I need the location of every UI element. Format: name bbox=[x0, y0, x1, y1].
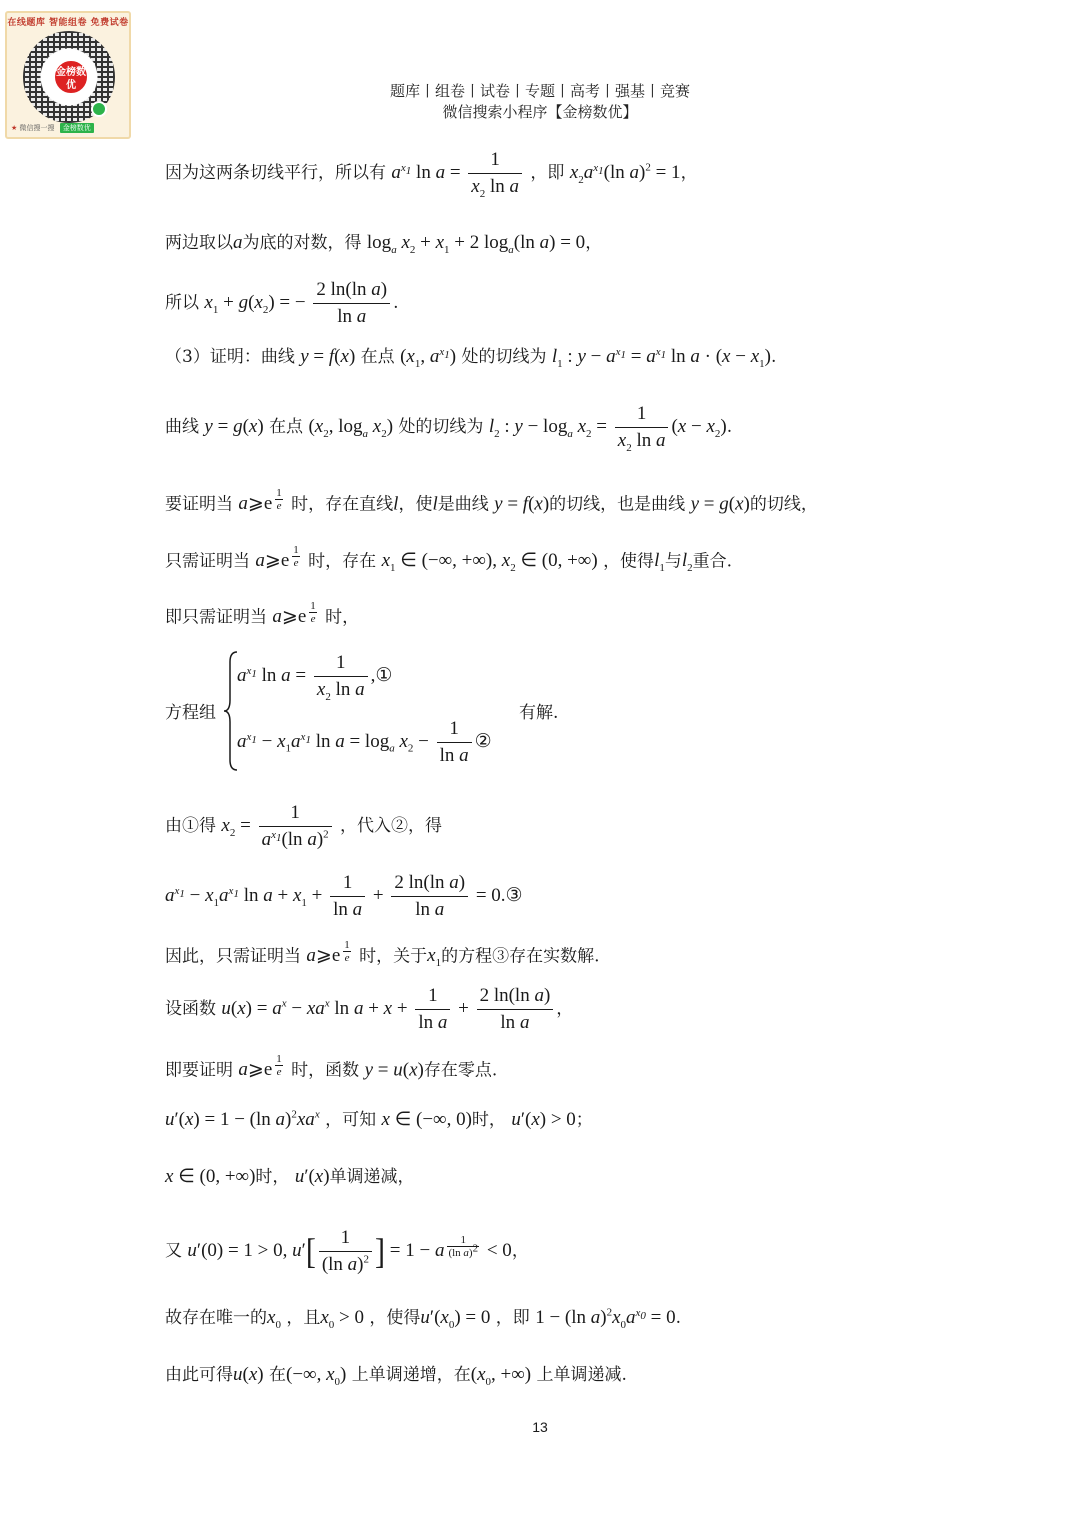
line-18: 由此可得u(x) 在(−∞, $x_0$) 上单调递增，在($x_0$, +∞) 上单调递减. bbox=[165, 1364, 627, 1388]
header-subtitle: 微信搜索小程序【金榜数优】 bbox=[442, 103, 638, 121]
line-16: 又 u′(0) = 1 > 0, u′[ $\frac{1}{(\ln a)^2}$ ] = 1 − a $^{\frac{1}{(\ln a)^2}}$ < 0， bbox=[165, 1227, 529, 1275]
badge-logo: 金榜数优 bbox=[53, 59, 89, 95]
line-5: 曲线 y = g(x) 在点 ($x_2$, $\log_a x_2$) 处的切线为 $l_2$ : $y - \log_a x_2$ = $\frac{1}{x_2 \ln a}$ $(x - x_2)$. bbox=[165, 403, 733, 454]
equation-3: $a^{x_1} - x_1a^{x_1}$ $\ln a + x_1$ + $\frac{1}{\text{ln a}}$ + $\frac{\text{2 ln(ln a)}}{\text{ln a}}$ = 0.③ bbox=[165, 872, 523, 920]
formula: $x_2a^{x_1}(\ln$ a)$^2$ = 1 bbox=[569, 161, 681, 186]
badge-footer bbox=[11, 123, 127, 135]
header-nav: 题库丨组卷丨试卷丨专题丨高考丨强基丨竞赛 bbox=[389, 82, 690, 100]
line-8: 即只需证明当 a⩾e $^{\frac{1}{e}}$ 时， bbox=[165, 600, 360, 628]
line-4: （3）证明：曲线 y = f(x) 在点 ($x_1$, $a^{x_1}$) 处的切线为 $l_1$ : $y - a^{x_1} = a^{x_1}$ $\ln a \cdot (x - x_1)$. bbox=[165, 345, 777, 370]
badge-footer-tag: 金榜数优 bbox=[60, 123, 94, 133]
line-2: 两边取以a为底的对数，得 $\log_a x_2 + x_1 + 2$ $\log_a(\ln$ a) = 0， bbox=[165, 232, 603, 256]
line-13: 即要证明 a⩾e $^{\frac{1}{e}}$ 时，函数 y = u(x)存在零点. bbox=[165, 1053, 498, 1081]
badge-arc-text: 在线题库 智能组卷 免费试卷 bbox=[7, 18, 129, 28]
line-15: x ∈ (0, +∞)时， u′(x)单调递减， bbox=[165, 1166, 415, 1187]
line-10 bbox=[165, 870, 523, 923]
line-9: 由①得 $x_2$ = $\frac{1}{a^{x_1}(\ln a)^2}$ ，代入②，得 bbox=[165, 802, 443, 850]
line-14: u′(x) = 1 − (ln $a)^2xa^x$ ，可知 x ∈ (−∞, 0)时， u′(x) > 0； bbox=[165, 1108, 593, 1130]
line-12: 设函数 $u(x) = a^x - xa^x$ ln a + x + $\frac{1}{\text{ln a}}$ + $\frac{\text{2 ln(ln a)}}{\text{ln a}}$ ， bbox=[165, 985, 574, 1033]
line-3: 所以 $x_1 + g(x_2)$ = − $\frac{\text{2 ln(ln a)}}{\text{ln a}}$ . bbox=[165, 279, 399, 327]
line-11: 因此，只需证明当 a⩾e $^{\frac{1}{e}}$ 时，关于$x_1$的方程③存在实数解. bbox=[165, 939, 600, 970]
formula: $x_1 + g(x_2)$ = − $\frac{\text{2 ln(ln a)}}{\text{ln a}}$ bbox=[204, 292, 393, 313]
line-6: 要证明当 a⩾e $^{\frac{1}{e}}$ 时，存在直线l，使l是曲线 y = f(x)的切线，也是曲线 y = g(x)的切线， bbox=[165, 487, 818, 515]
line-7: 只需证明当 a⩾e $^{\frac{1}{e}}$ 时，存在 $x_1$ ∈ (−∞, +∞), $x_2$ ∈ (0, +∞) ，使得$l_1$与$l_2$重合. bbox=[165, 544, 733, 575]
formula: $a^{x_1}$ ln a = $\frac{1}{x_2 \ln a}$ bbox=[391, 162, 525, 183]
equation-system: 方程组 $a^{x_1}$ ln a = $\frac{1}{x_2 \ln a}$ ,① $a^{x_1} - x_1a^{x_1}$ $\ln a = \log_a x_2$ − $\frac{1}{\text{ln a}}$ ② 有解. bbox=[165, 650, 585, 772]
equation-2: $a^{x_1} - x_1a^{x_1}$ $\ln a = \log_a x_2$ − $\frac{1}{\text{ln a}}$ ② bbox=[237, 718, 492, 766]
star-icon: ★ bbox=[11, 124, 18, 132]
line-1: 因为这两条切线平行，所以有 $a^{x_1}$ ln a = $\frac{1}{x_2 \ln a}$ ，即 $x_2a^{x_1}(\ln$ a)$^2$ = 1， bbox=[165, 149, 698, 200]
page-number: 13 bbox=[532, 1419, 548, 1435]
badge-footer-text: 微信搜一搜 bbox=[19, 124, 55, 132]
formula: $\log_a x_2 + x_1 + 2$ $\log_a(\ln$ a) = 0 bbox=[366, 232, 586, 256]
line-17: 故存在唯一的$x_0$ ，且$x_0 > 0$ ，使得$u'(x_0) = 0$ ，即 1 − (ln $a)^2x_0a^{x_0} = 0$. bbox=[165, 1306, 682, 1331]
equation-1: $a^{x_1}$ ln a = $\frac{1}{x_2 \ln a}$ ,① bbox=[237, 652, 393, 703]
